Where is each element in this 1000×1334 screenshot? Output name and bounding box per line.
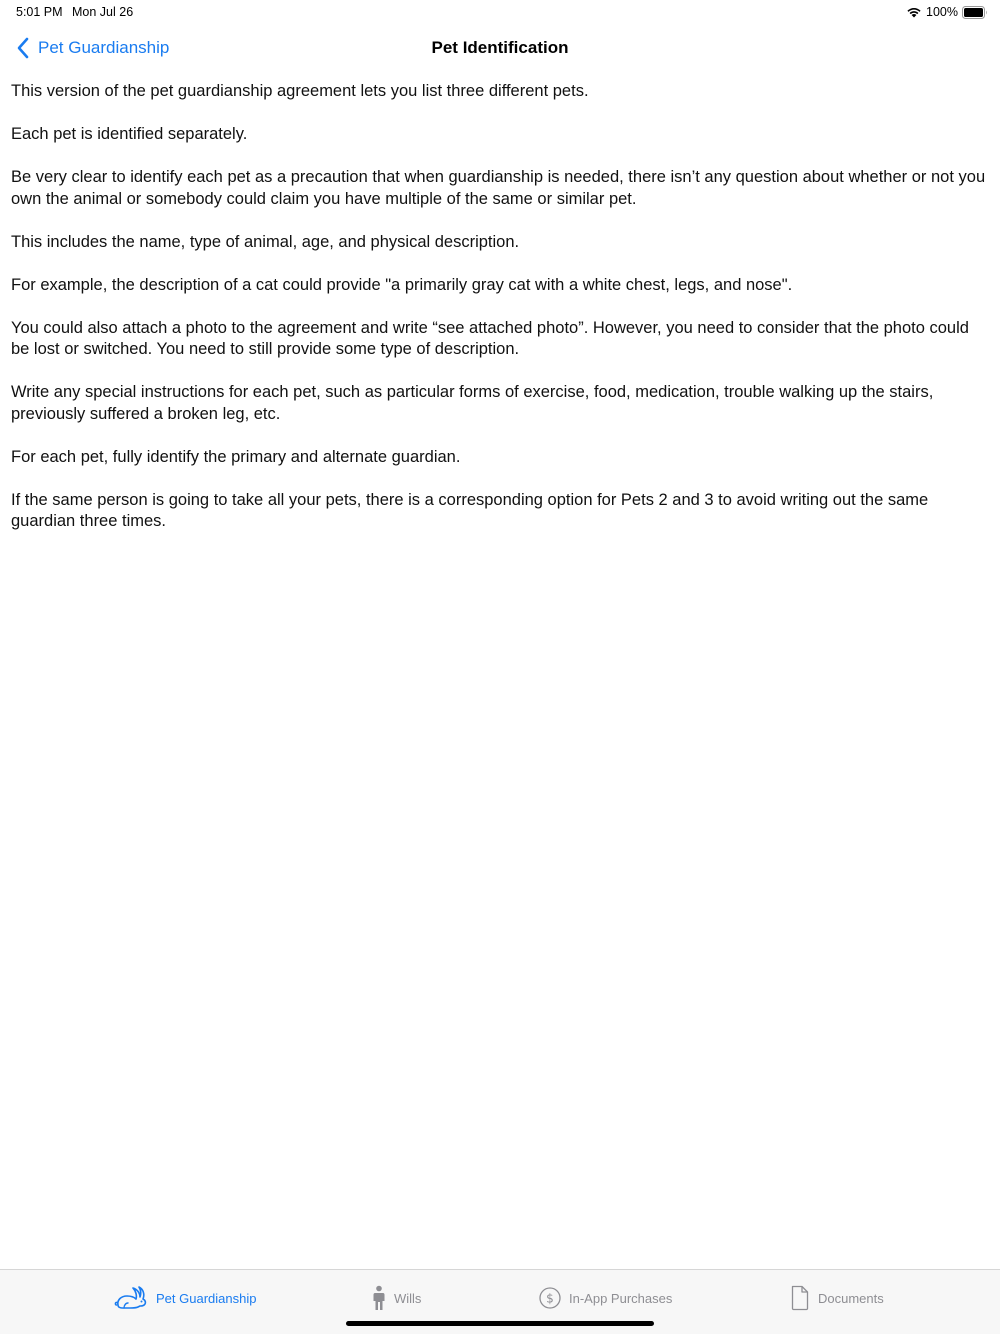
battery-percent: 100%	[926, 5, 958, 19]
tab-pet-guardianship[interactable]	[114, 1284, 256, 1312]
status-bar	[0, 0, 1000, 24]
tab-label: Documents	[818, 1290, 884, 1306]
article-content	[11, 81, 991, 554]
tab-label: In-App Purchases	[569, 1290, 673, 1306]
tab-label: Wills	[394, 1290, 422, 1306]
svg-text:$: $	[546, 1291, 554, 1306]
tab-in-app-purchases[interactable]	[539, 1284, 672, 1312]
rabbit-icon	[114, 1285, 148, 1311]
status-time: 5:01 PM	[16, 5, 63, 19]
paragraph: You could also attach a photo to the agreement and write “see attached photo”. However, you need to consider that the photo could be lost or switched. You need to still provide some type of description.	[11, 318, 969, 358]
paragraph: Write any special instructions for each pet, such as particular forms of exercise, food, medication, trouble walking up the stairs, previously suffered a broken leg, etc.	[11, 383, 934, 423]
tab-documents[interactable]	[790, 1284, 884, 1312]
home-indicator	[346, 1321, 654, 1326]
battery-icon	[962, 6, 988, 19]
back-button-label: Pet Guardianship	[38, 38, 170, 57]
paragraph: Each pet is identified separately.	[11, 125, 248, 143]
paragraph: If the same person is going to take all your pets, there is a corresponding option for Pets 2 and 3 to avoid writing out the same guardian three times.	[11, 490, 929, 530]
page-title: Pet Identification	[431, 38, 569, 57]
paragraph: This includes the name, type of animal, age, and physical description.	[11, 232, 520, 251]
status-date: Mon Jul 26	[72, 5, 134, 19]
status-indicators	[906, 4, 988, 20]
tab-wills[interactable]	[372, 1284, 421, 1312]
paragraph: For each pet, fully identify the primary and alternate guardian.	[11, 447, 461, 466]
tab-label: Pet Guardianship	[156, 1290, 257, 1306]
paragraph: For example, the description of a cat could provide "a primarily gray cat with a white chest, legs, and nose".	[11, 275, 793, 294]
document-icon	[790, 1285, 810, 1311]
paragraph: Be very clear to identify each pet as a precaution that when guardianship is needed, there isn’t any question about whether or not you own the animal or somebody could claim you have multiple of the same or similar pet.	[11, 168, 986, 208]
navigation-bar	[0, 24, 1000, 72]
person-icon	[372, 1285, 386, 1311]
paragraph: This version of the pet guardianship agreement lets you list three different pets.	[11, 82, 589, 100]
dollar-circle-icon	[539, 1287, 561, 1309]
wifi-icon	[906, 6, 922, 18]
